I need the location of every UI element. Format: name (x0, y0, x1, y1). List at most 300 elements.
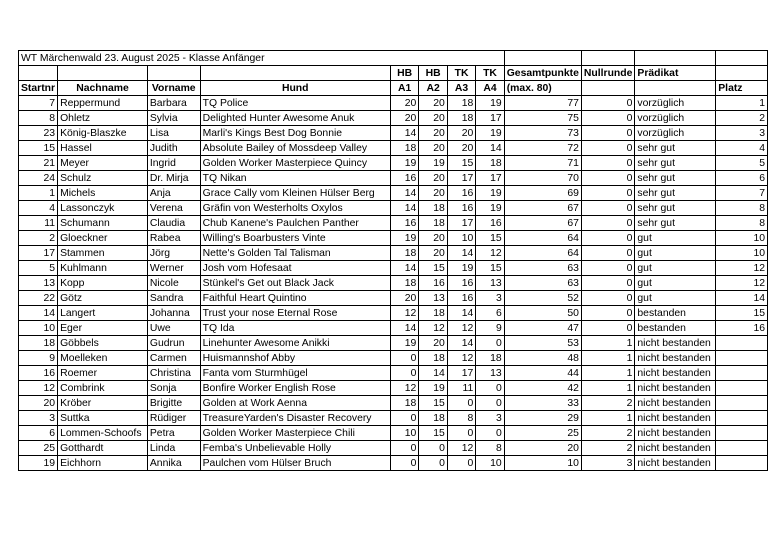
hund-cell: Fanta vom Sturmhügel (200, 366, 390, 381)
table-row (19, 321, 768, 336)
tk-a4-cell: 10 (476, 456, 504, 471)
praedikat-cell: nicht bestanden (635, 426, 716, 441)
table-row (19, 96, 768, 111)
hb-a2-cell: 13 (419, 291, 448, 306)
gesamtpunkte-cell: 67 (504, 216, 581, 231)
nachname-cell: Reppermund (58, 96, 148, 111)
nullrunde-cell: 0 (581, 231, 635, 246)
platz-cell: 8 (716, 216, 768, 231)
header-hund: Hund (200, 81, 390, 96)
gesamtpunkte-cell: 44 (504, 366, 581, 381)
tk-a3-cell: 16 (447, 291, 475, 306)
table-row (19, 291, 768, 306)
platz-cell: 4 (716, 141, 768, 156)
gesamtpunkte-cell: 64 (504, 231, 581, 246)
gesamtpunkte-cell: 71 (504, 156, 581, 171)
header-tk-a4-bot: A4 (476, 81, 504, 96)
nullrunde-cell: 0 (581, 306, 635, 321)
table-row (19, 396, 768, 411)
hb-a1-cell: 0 (390, 411, 419, 426)
hb-a2-cell: 20 (419, 126, 448, 141)
startnr-cell: 25 (19, 441, 58, 456)
gesamtpunkte-cell: 52 (504, 291, 581, 306)
table-row (19, 366, 768, 381)
tk-a3-cell: 18 (447, 111, 475, 126)
hund-cell: Grace Cally vom Kleinen Hülser Berg (200, 186, 390, 201)
hund-cell: TreasureYarden's Disaster Recovery (200, 411, 390, 426)
table-row (19, 126, 768, 141)
hb-a2-cell: 20 (419, 246, 448, 261)
gesamtpunkte-cell: 25 (504, 426, 581, 441)
nullrunde-cell: 0 (581, 141, 635, 156)
nachname-cell: Eichhorn (58, 456, 148, 471)
gesamtpunkte-cell: 20 (504, 441, 581, 456)
hund-cell: Linehunter Awesome Anikki (200, 336, 390, 351)
tk-a3-cell: 17 (447, 366, 475, 381)
table-row (19, 381, 768, 396)
table-row (19, 141, 768, 156)
platz-cell (716, 396, 768, 411)
nachname-cell: Moelleken (58, 351, 148, 366)
table-row (19, 426, 768, 441)
tk-a4-cell: 0 (476, 381, 504, 396)
nullrunde-cell: 0 (581, 216, 635, 231)
table-row (19, 111, 768, 126)
praedikat-cell: gut (635, 231, 716, 246)
platz-cell: 12 (716, 261, 768, 276)
tk-a4-cell: 15 (476, 261, 504, 276)
nachname-cell: Langert (58, 306, 148, 321)
tk-a4-cell: 19 (476, 186, 504, 201)
tk-a3-cell: 15 (447, 156, 475, 171)
nachname-cell: Gotthardt (58, 441, 148, 456)
vorname-cell: Verena (147, 201, 200, 216)
tk-a3-cell: 19 (447, 261, 475, 276)
platz-cell (716, 381, 768, 396)
vorname-cell: Gudrun (147, 336, 200, 351)
startnr-cell: 14 (19, 306, 58, 321)
tk-a4-cell: 18 (476, 351, 504, 366)
hund-cell: Chub Kanene's Paulchen Panther (200, 216, 390, 231)
gesamtpunkte-cell: 53 (504, 336, 581, 351)
tk-a4-cell: 12 (476, 246, 504, 261)
platz-cell: 5 (716, 156, 768, 171)
platz-cell: 1 (716, 96, 768, 111)
hund-cell: TQ Nikan (200, 171, 390, 186)
tk-a4-cell: 0 (476, 336, 504, 351)
nachname-cell: Schulz (58, 171, 148, 186)
tk-a3-cell: 17 (447, 171, 475, 186)
praedikat-cell: gut (635, 276, 716, 291)
hb-a1-cell: 12 (390, 306, 419, 321)
tk-a3-cell: 14 (447, 336, 475, 351)
praedikat-cell: gut (635, 246, 716, 261)
platz-cell: 10 (716, 231, 768, 246)
hund-cell: Golden at Work Aenna (200, 396, 390, 411)
tk-a4-cell: 8 (476, 441, 504, 456)
hb-a2-cell: 20 (419, 186, 448, 201)
praedikat-cell: vorzüglich (635, 126, 716, 141)
nullrunde-cell: 1 (581, 336, 635, 351)
hb-a1-cell: 16 (390, 171, 419, 186)
vorname-cell: Nicole (147, 276, 200, 291)
vorname-cell: Claudia (147, 216, 200, 231)
tk-a3-cell: 10 (447, 231, 475, 246)
table-row (19, 306, 768, 321)
nullrunde-cell: 0 (581, 246, 635, 261)
platz-cell: 3 (716, 126, 768, 141)
tk-a4-cell: 19 (476, 201, 504, 216)
vorname-cell: Brigitte (147, 396, 200, 411)
tk-a4-cell: 3 (476, 291, 504, 306)
vorname-cell: Rabea (147, 231, 200, 246)
gesamtpunkte-cell: 67 (504, 201, 581, 216)
hb-a2-cell: 19 (419, 156, 448, 171)
praedikat-cell: nicht bestanden (635, 396, 716, 411)
hb-a1-cell: 20 (390, 96, 419, 111)
praedikat-cell: sehr gut (635, 201, 716, 216)
hb-a1-cell: 18 (390, 141, 419, 156)
hb-a2-cell: 18 (419, 201, 448, 216)
tk-a3-cell: 17 (447, 216, 475, 231)
tk-a4-cell: 16 (476, 216, 504, 231)
hb-a2-cell: 15 (419, 426, 448, 441)
vorname-cell: Sylvia (147, 111, 200, 126)
startnr-cell: 21 (19, 156, 58, 171)
header-hb-a2-top: HB (419, 66, 448, 81)
gesamtpunkte-cell: 69 (504, 186, 581, 201)
nullrunde-cell: 2 (581, 426, 635, 441)
header-nullrunde: Nullrunde (581, 66, 635, 81)
vorname-cell: Barbara (147, 96, 200, 111)
nachname-cell: Schumann (58, 216, 148, 231)
gesamtpunkte-cell: 10 (504, 456, 581, 471)
hb-a1-cell: 10 (390, 426, 419, 441)
hund-cell: TQ Police (200, 96, 390, 111)
nullrunde-cell: 1 (581, 351, 635, 366)
praedikat-cell: vorzüglich (635, 96, 716, 111)
results-table (18, 50, 768, 471)
header-tk-a3-top: TK (447, 66, 475, 81)
praedikat-cell: gut (635, 291, 716, 306)
praedikat-cell: bestanden (635, 306, 716, 321)
hb-a1-cell: 14 (390, 261, 419, 276)
startnr-cell: 7 (19, 96, 58, 111)
platz-cell: 15 (716, 306, 768, 321)
hund-cell: Delighted Hunter Awesome Anuk (200, 111, 390, 126)
tk-a3-cell: 11 (447, 381, 475, 396)
table-row (19, 441, 768, 456)
header-gesamtpunkte: Gesamtpunkte (504, 66, 581, 81)
tk-a4-cell: 6 (476, 306, 504, 321)
hund-cell: Femba's Unbelievable Holly (200, 441, 390, 456)
nullrunde-cell: 3 (581, 456, 635, 471)
startnr-cell: 16 (19, 366, 58, 381)
nullrunde-cell: 0 (581, 96, 635, 111)
tk-a4-cell: 0 (476, 396, 504, 411)
nachname-cell: Göbbels (58, 336, 148, 351)
startnr-cell: 20 (19, 396, 58, 411)
gesamtpunkte-cell: 63 (504, 261, 581, 276)
hb-a2-cell: 0 (419, 456, 448, 471)
hund-cell: Marli's Kings Best Dog Bonnie (200, 126, 390, 141)
praedikat-cell: sehr gut (635, 186, 716, 201)
tk-a4-cell: 17 (476, 171, 504, 186)
nullrunde-cell: 0 (581, 156, 635, 171)
hund-cell: TQ Ida (200, 321, 390, 336)
hund-cell: Willing's Boarbusters Vinte (200, 231, 390, 246)
praedikat-cell: sehr gut (635, 141, 716, 156)
startnr-cell: 17 (19, 246, 58, 261)
platz-cell: 12 (716, 276, 768, 291)
nullrunde-cell: 0 (581, 276, 635, 291)
nachname-cell: Suttka (58, 411, 148, 426)
hb-a2-cell: 20 (419, 171, 448, 186)
hb-a2-cell: 12 (419, 321, 448, 336)
nullrunde-cell: 0 (581, 201, 635, 216)
hund-cell: Faithful Heart Quintino (200, 291, 390, 306)
table-row (19, 456, 768, 471)
vorname-cell: Uwe (147, 321, 200, 336)
vorname-cell: Anja (147, 186, 200, 201)
hb-a1-cell: 14 (390, 126, 419, 141)
hb-a2-cell: 14 (419, 366, 448, 381)
hund-cell: Absolute Bailey of Mossdeep Valley (200, 141, 390, 156)
nullrunde-cell: 1 (581, 381, 635, 396)
nachname-cell: Ohletz (58, 111, 148, 126)
vorname-cell: Annika (147, 456, 200, 471)
platz-cell (716, 411, 768, 426)
platz-cell: 2 (716, 111, 768, 126)
startnr-cell: 6 (19, 426, 58, 441)
hund-cell: Nette's Golden Tal Talisman (200, 246, 390, 261)
startnr-cell: 19 (19, 456, 58, 471)
header-hb-a1-top: HB (390, 66, 419, 81)
tk-a4-cell: 13 (476, 276, 504, 291)
gesamtpunkte-cell: 50 (504, 306, 581, 321)
nachname-cell: Kuhlmann (58, 261, 148, 276)
hund-cell: Gräfin von Westerholts Oxylos (200, 201, 390, 216)
nullrunde-cell: 1 (581, 411, 635, 426)
hund-cell: Josh vom Hofesaat (200, 261, 390, 276)
gesamtpunkte-cell: 72 (504, 141, 581, 156)
tk-a3-cell: 0 (447, 426, 475, 441)
tk-a4-cell: 0 (476, 426, 504, 441)
tk-a3-cell: 0 (447, 456, 475, 471)
hb-a1-cell: 18 (390, 396, 419, 411)
startnr-cell: 9 (19, 351, 58, 366)
nullrunde-cell: 0 (581, 171, 635, 186)
hb-a2-cell: 20 (419, 96, 448, 111)
header-tk-a3-bot: A3 (447, 81, 475, 96)
header-praedikat: Prädikat (635, 66, 716, 81)
vorname-cell: Ingrid (147, 156, 200, 171)
platz-cell (716, 366, 768, 381)
platz-cell: 8 (716, 201, 768, 216)
vorname-cell: Judith (147, 141, 200, 156)
startnr-cell: 5 (19, 261, 58, 276)
hb-a1-cell: 16 (390, 216, 419, 231)
tk-a3-cell: 18 (447, 96, 475, 111)
praedikat-cell: bestanden (635, 321, 716, 336)
hb-a1-cell: 14 (390, 186, 419, 201)
hb-a2-cell: 15 (419, 261, 448, 276)
platz-cell: 6 (716, 171, 768, 186)
vorname-cell: Sonja (147, 381, 200, 396)
tk-a3-cell: 12 (447, 321, 475, 336)
tk-a3-cell: 20 (447, 141, 475, 156)
tk-a4-cell: 18 (476, 156, 504, 171)
praedikat-cell: sehr gut (635, 171, 716, 186)
gesamtpunkte-cell: 47 (504, 321, 581, 336)
nachname-cell: Kröber (58, 396, 148, 411)
tk-a3-cell: 12 (447, 351, 475, 366)
hb-a2-cell: 18 (419, 411, 448, 426)
hund-cell: Golden Worker Masterpiece Quincy (200, 156, 390, 171)
hb-a2-cell: 15 (419, 396, 448, 411)
vorname-cell: Rüdiger (147, 411, 200, 426)
platz-cell (716, 426, 768, 441)
nullrunde-cell: 2 (581, 396, 635, 411)
table-row (19, 156, 768, 171)
header-hb-a1-bot: A1 (390, 81, 419, 96)
hb-a1-cell: 0 (390, 351, 419, 366)
nachname-cell: Lassonczyk (58, 201, 148, 216)
hb-a2-cell: 0 (419, 441, 448, 456)
hund-cell: Golden Worker Masterpiece Chili (200, 426, 390, 441)
hb-a1-cell: 19 (390, 336, 419, 351)
gesamtpunkte-cell: 77 (504, 96, 581, 111)
praedikat-cell: nicht bestanden (635, 381, 716, 396)
platz-cell: 10 (716, 246, 768, 261)
praedikat-cell: nicht bestanden (635, 441, 716, 456)
tk-a3-cell: 12 (447, 441, 475, 456)
header-max-80: (max. 80) (504, 81, 581, 96)
startnr-cell: 13 (19, 276, 58, 291)
hb-a2-cell: 20 (419, 141, 448, 156)
hund-cell: Bonfire Worker English Rose (200, 381, 390, 396)
table-row (19, 261, 768, 276)
gesamtpunkte-cell: 33 (504, 396, 581, 411)
nullrunde-cell: 0 (581, 291, 635, 306)
startnr-cell: 24 (19, 171, 58, 186)
platz-cell: 16 (716, 321, 768, 336)
hund-cell: Huismannshof Abby (200, 351, 390, 366)
vorname-cell: Sandra (147, 291, 200, 306)
sheet-title: WT Märchenwald 23. August 2025 - Klasse Anfänger (19, 51, 505, 66)
gesamtpunkte-cell: 70 (504, 171, 581, 186)
hund-cell: Stünkel's Get out Black Jack (200, 276, 390, 291)
startnr-cell: 8 (19, 111, 58, 126)
hb-a1-cell: 20 (390, 291, 419, 306)
tk-a4-cell: 13 (476, 366, 504, 381)
tk-a4-cell: 3 (476, 411, 504, 426)
hb-a2-cell: 20 (419, 111, 448, 126)
nachname-cell: Roemer (58, 366, 148, 381)
nullrunde-cell: 2 (581, 441, 635, 456)
table-row (19, 276, 768, 291)
praedikat-cell: vorzüglich (635, 111, 716, 126)
startnr-cell: 3 (19, 411, 58, 426)
vorname-cell: Carmen (147, 351, 200, 366)
startnr-cell: 12 (19, 381, 58, 396)
hb-a2-cell: 18 (419, 351, 448, 366)
table-row (19, 336, 768, 351)
gesamtpunkte-cell: 48 (504, 351, 581, 366)
tk-a3-cell: 16 (447, 276, 475, 291)
vorname-cell: Johanna (147, 306, 200, 321)
tk-a4-cell: 19 (476, 126, 504, 141)
startnr-cell: 2 (19, 231, 58, 246)
tk-a4-cell: 9 (476, 321, 504, 336)
tk-a4-cell: 19 (476, 96, 504, 111)
platz-cell: 7 (716, 186, 768, 201)
hund-cell: Trust your nose Eternal Rose (200, 306, 390, 321)
startnr-cell: 10 (19, 321, 58, 336)
nachname-cell: Combrink (58, 381, 148, 396)
startnr-cell: 1 (19, 186, 58, 201)
nachname-cell: Michels (58, 186, 148, 201)
tk-a3-cell: 8 (447, 411, 475, 426)
tk-a4-cell: 15 (476, 231, 504, 246)
tk-a3-cell: 16 (447, 186, 475, 201)
tk-a3-cell: 14 (447, 306, 475, 321)
tk-a3-cell: 14 (447, 246, 475, 261)
header-hb-a2-bot: A2 (419, 81, 448, 96)
gesamtpunkte-cell: 64 (504, 246, 581, 261)
praedikat-cell: nicht bestanden (635, 366, 716, 381)
header-tk-a4-top: TK (476, 66, 504, 81)
nachname-cell: Götz (58, 291, 148, 306)
startnr-cell: 11 (19, 216, 58, 231)
praedikat-cell: sehr gut (635, 216, 716, 231)
startnr-cell: 15 (19, 141, 58, 156)
hb-a2-cell: 18 (419, 306, 448, 321)
praedikat-cell: nicht bestanden (635, 351, 716, 366)
vorname-cell: Jörg (147, 246, 200, 261)
vorname-cell: Linda (147, 441, 200, 456)
header-platz: Platz (716, 81, 768, 96)
nachname-cell: Meyer (58, 156, 148, 171)
hb-a1-cell: 19 (390, 156, 419, 171)
gesamtpunkte-cell: 73 (504, 126, 581, 141)
praedikat-cell: nicht bestanden (635, 336, 716, 351)
hb-a2-cell: 18 (419, 216, 448, 231)
hb-a1-cell: 14 (390, 321, 419, 336)
table-row (19, 201, 768, 216)
nullrunde-cell: 0 (581, 126, 635, 141)
nachname-cell: König-Blaszke (58, 126, 148, 141)
startnr-cell: 4 (19, 201, 58, 216)
tk-a4-cell: 17 (476, 111, 504, 126)
hb-a2-cell: 19 (419, 381, 448, 396)
nachname-cell: Stammen (58, 246, 148, 261)
nachname-cell: Kopp (58, 276, 148, 291)
hund-cell: Paulchen vom Hülser Bruch (200, 456, 390, 471)
praedikat-cell: nicht bestanden (635, 411, 716, 426)
table-row (19, 216, 768, 231)
header-nachname: Nachname (58, 81, 148, 96)
table-row (19, 411, 768, 426)
platz-cell: 14 (716, 291, 768, 306)
startnr-cell: 18 (19, 336, 58, 351)
hb-a1-cell: 19 (390, 231, 419, 246)
hb-a1-cell: 18 (390, 246, 419, 261)
hb-a2-cell: 16 (419, 276, 448, 291)
tk-a3-cell: 0 (447, 396, 475, 411)
platz-cell (716, 441, 768, 456)
nullrunde-cell: 0 (581, 261, 635, 276)
